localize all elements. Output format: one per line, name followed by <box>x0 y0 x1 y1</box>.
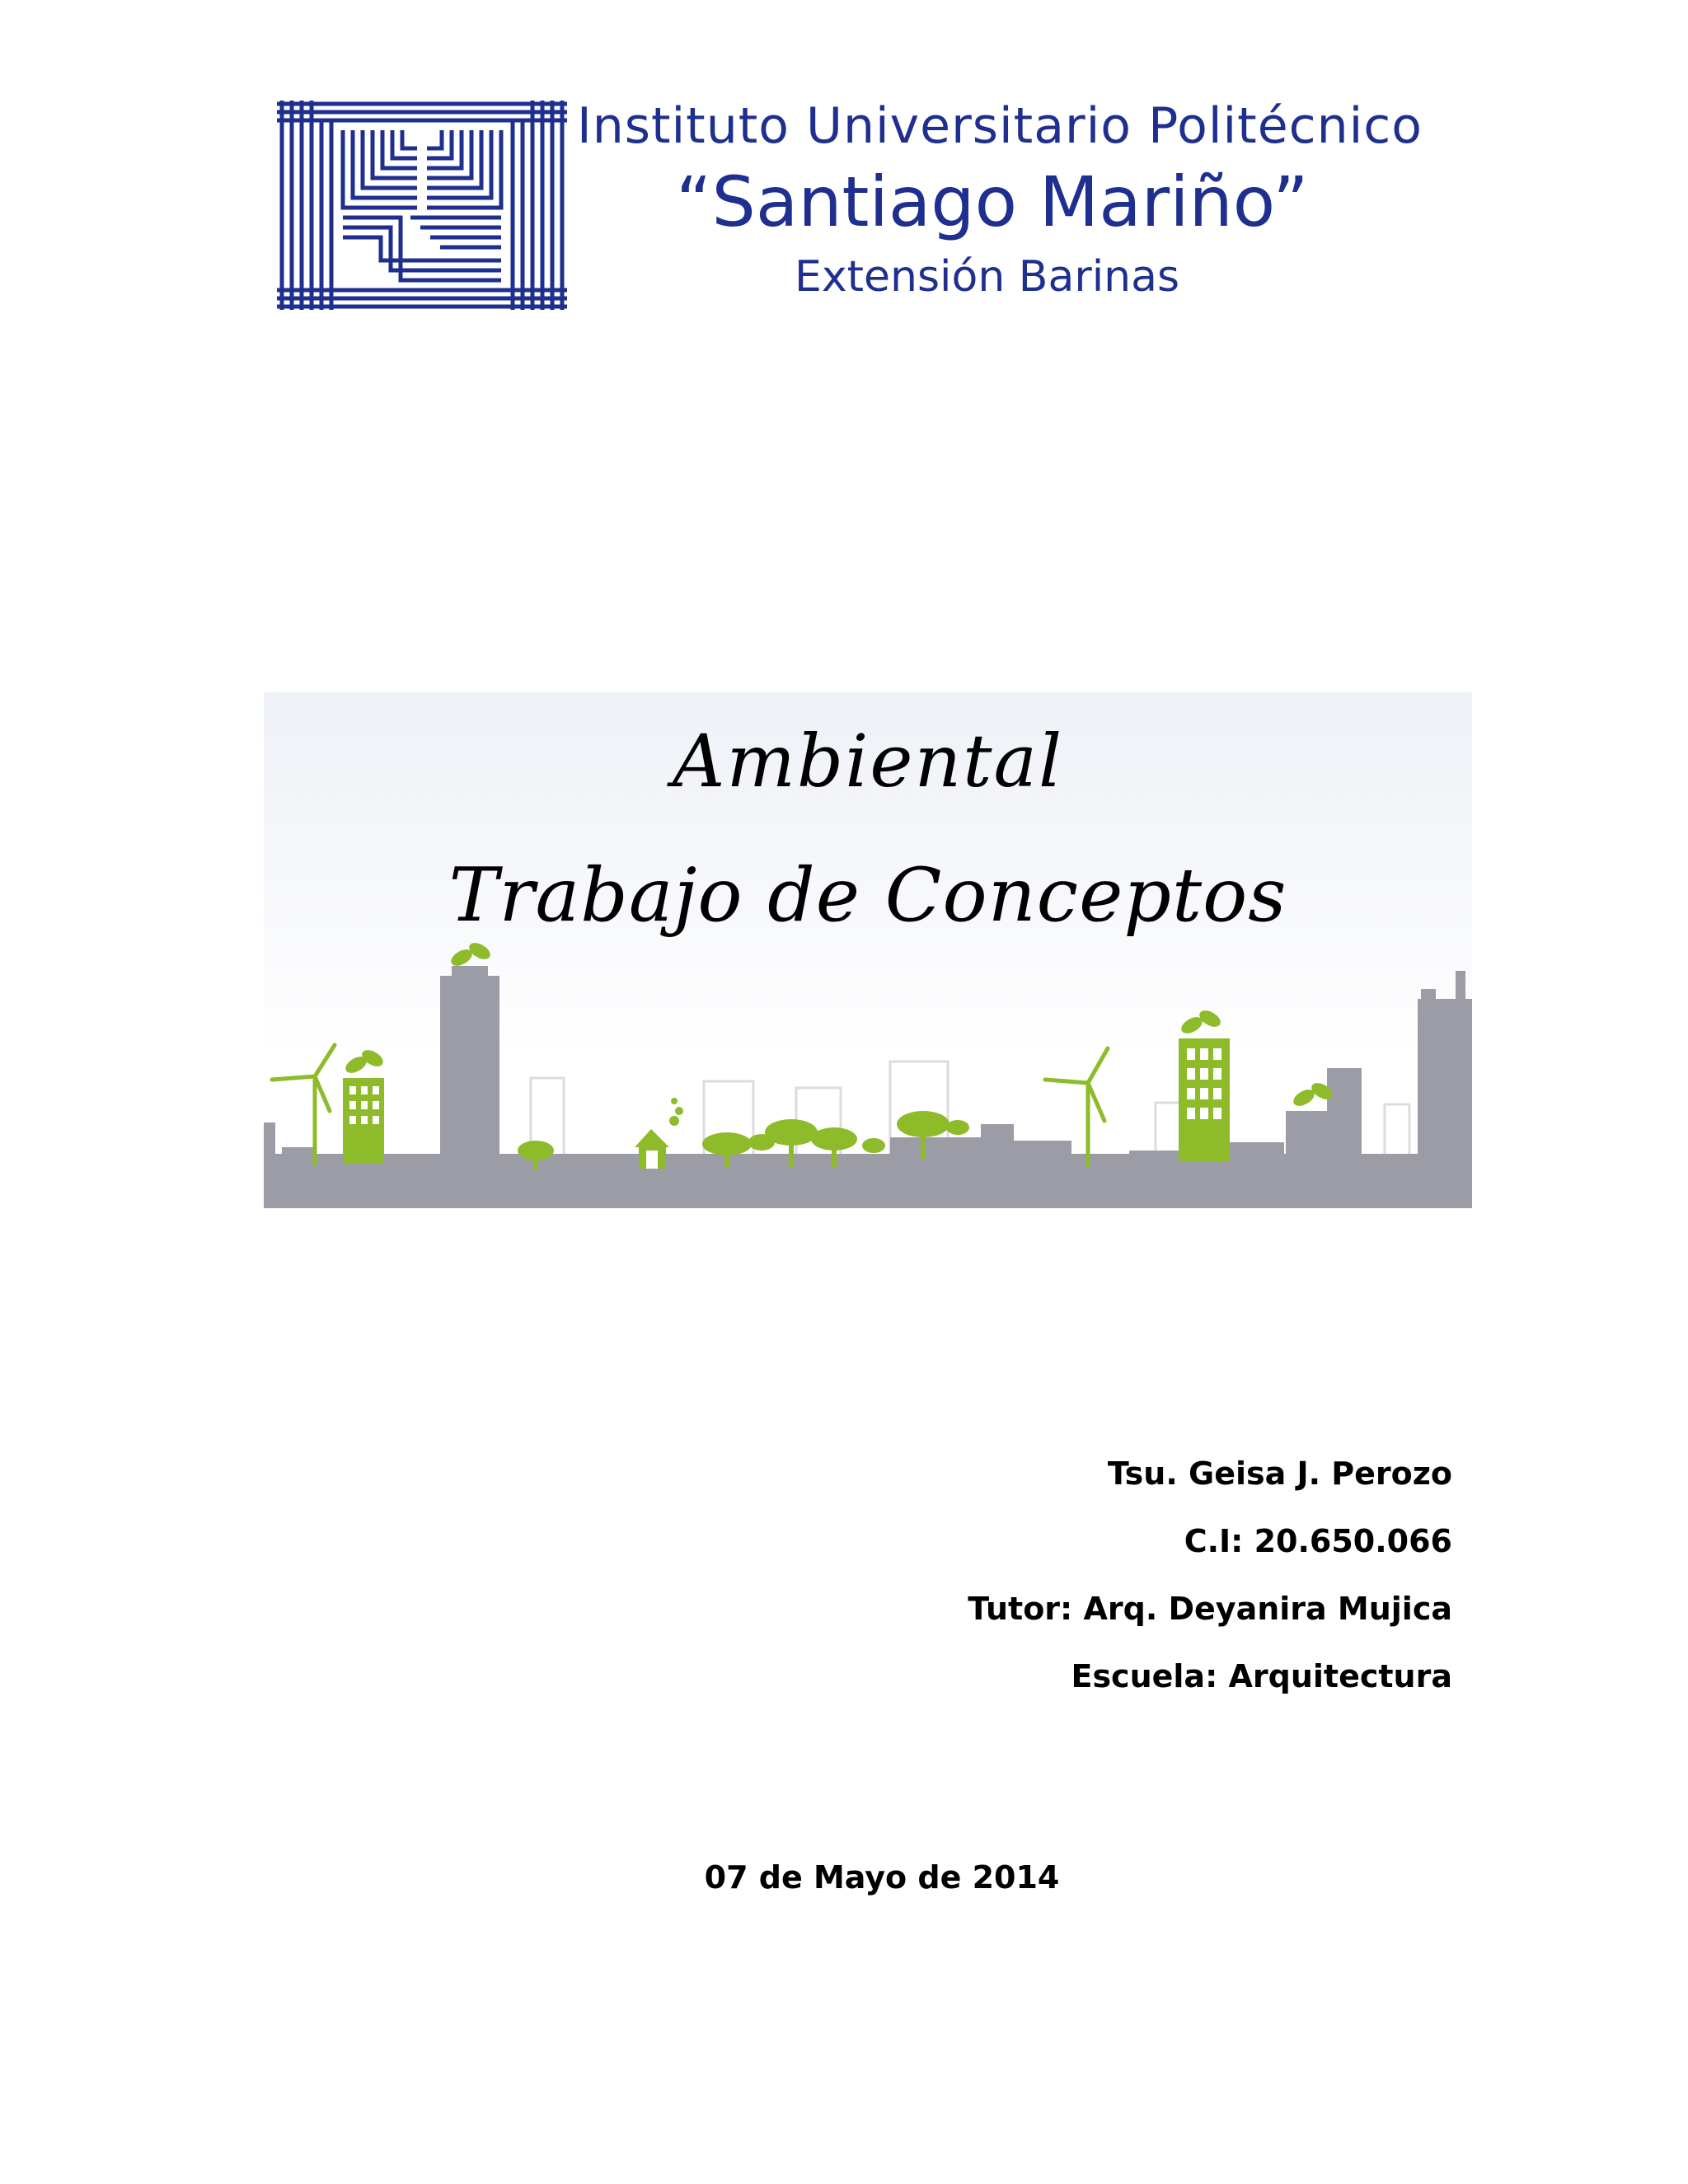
iupsm-logo-icon <box>277 101 567 310</box>
institution-name <box>577 97 1423 312</box>
school-name: Escuela: Arquitectura <box>1071 1658 1452 1694</box>
institution-line-1: Instituto Universitario Politécnico <box>577 97 1423 155</box>
tutor-name: Tutor: Arq. Deyanira Mujica <box>968 1591 1452 1627</box>
institution-line-3: Extensión Barinas <box>795 252 1180 302</box>
institution-line-2: “Santiago Mariño” <box>676 162 1309 242</box>
student-name: Tsu. Geisa J. Perozo <box>1107 1455 1452 1492</box>
title-banner <box>264 692 1472 1208</box>
student-id: C.I: 20.650.066 <box>1184 1523 1452 1559</box>
document-subtitle: Trabajo de Conceptos <box>448 852 1287 939</box>
document-date: 07 de Mayo de 2014 <box>704 1859 1060 1896</box>
document-title: Ambiental <box>672 719 1064 804</box>
